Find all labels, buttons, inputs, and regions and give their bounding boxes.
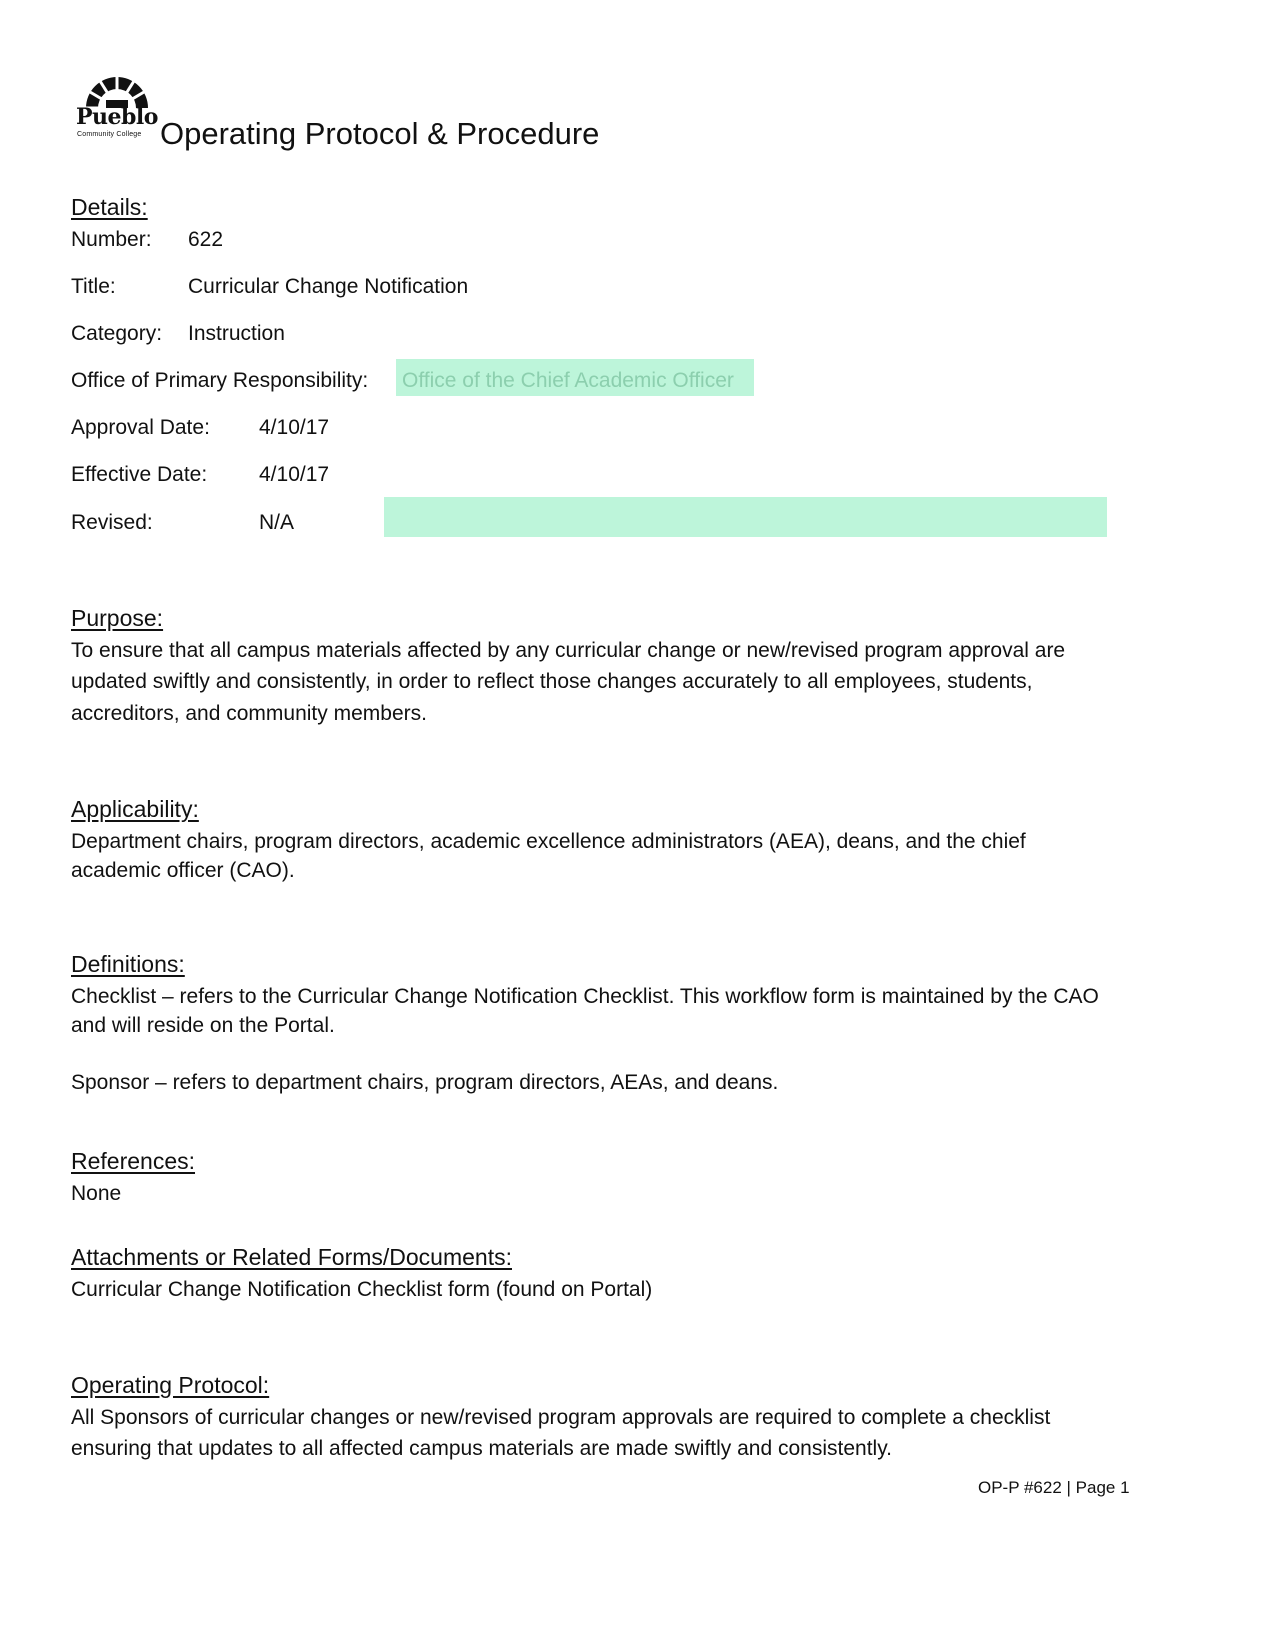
attachments-heading: Attachments or Related Forms/Documents:: [71, 1244, 512, 1270]
office-label: Office of Primary Responsibility:: [71, 369, 369, 392]
category-label: Category:: [71, 322, 163, 345]
purpose-line-3: accreditors, and community members.: [71, 702, 427, 725]
document-title: Operating Protocol & Procedure: [160, 116, 600, 151]
revised-label: Revised:: [71, 511, 153, 534]
effective-date-value: 4/10/17: [259, 463, 330, 486]
number-value: 622: [188, 228, 224, 251]
effective-date-label: Effective Date:: [71, 463, 208, 486]
purpose-line-1: To ensure that all campus materials affected by any curricular change or new/revised program approval are: [71, 639, 1066, 662]
sunburst-icon: [84, 74, 150, 108]
revised-highlight-box: [384, 497, 1107, 537]
operating-protocol-line-2: ensuring that updates to all affected campus materials are made swiftly and consistently.: [71, 1437, 892, 1460]
office-value: Office of the Chief Academic Officer: [402, 369, 734, 392]
revised-value: N/A: [259, 511, 295, 534]
approval-date-label: Approval Date:: [71, 416, 210, 439]
definitions-heading: Definitions:: [71, 951, 185, 977]
details-heading: Details:: [71, 194, 148, 220]
applicability-line-2: academic officer (CAO).: [71, 859, 295, 882]
college-logo: [76, 74, 156, 148]
definition-checklist-line-2: and will reside on the Portal.: [71, 1014, 335, 1037]
number-label: Number:: [71, 228, 152, 251]
references-heading: References:: [71, 1148, 196, 1174]
references-text: None: [71, 1182, 122, 1205]
title-label: Title:: [71, 275, 116, 298]
logo-wordmark: Pueblo: [76, 104, 158, 130]
operating-protocol-line-1: All Sponsors of curricular changes or new/revised program approvals are required to complete a checklist: [71, 1406, 1051, 1429]
operating-protocol-heading: Operating Protocol:: [71, 1372, 270, 1398]
category-value: Instruction: [188, 322, 285, 345]
title-value: Curricular Change Notification: [188, 275, 469, 298]
purpose-line-2: updated swiftly and consistently, in order to reflect those changes accurately to all employees, students,: [71, 670, 1033, 693]
page-footer: OP-P #622 | Page 1: [978, 1478, 1130, 1497]
definition-checklist-line-1: Checklist – refers to the Curricular Change Notification Checklist. This workflow form is maintained by the CAO: [71, 985, 1099, 1008]
applicability-heading: Applicability:: [71, 796, 199, 822]
applicability-line-1: Department chairs, program directors, academic excellence administrators (AEA), deans, and the chief: [71, 830, 1026, 853]
definition-sponsor: Sponsor – refers to department chairs, program directors, AEAs, and deans.: [71, 1071, 779, 1094]
attachments-text: Curricular Change Notification Checklist form (found on Portal): [71, 1278, 653, 1301]
purpose-heading: Purpose:: [71, 605, 164, 631]
logo-subtitle: Community College: [77, 131, 142, 138]
approval-date-value: 4/10/17: [259, 416, 330, 439]
